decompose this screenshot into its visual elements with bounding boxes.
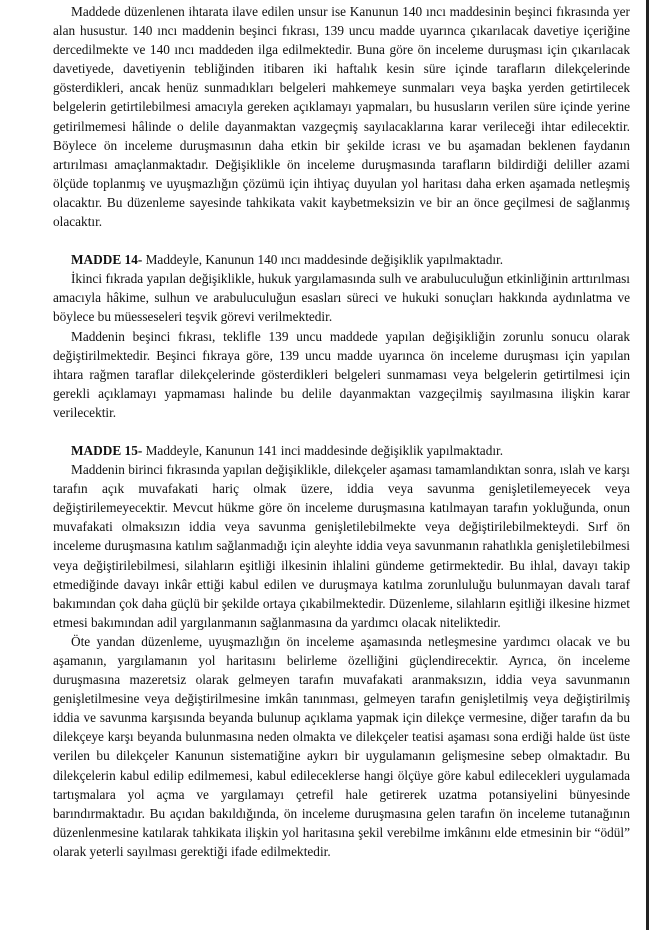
paragraph-article-14-second-clause: İkinci fıkrada yapılan değişiklikle, hukuk yargılamasında sulh ve arabuluculuğun etkinliğinin arttırılması amacıyla hâkime, sulhun ve arabuluculuğun esasları süreci ve hukuki sonuçları hakkında aydınlatma ve böylece bu müesseseleri teşvik görevi verilmektedir. [53,271,630,325]
paragraph-madde13-explanation: Maddede düzenlenen ihtarata ilave edilen unsur ise Kanunun 140 ıncı maddesinin beşinci fıkrasında yer alan husustur. 140 ıncı maddenin beşinci fıkrası, 139 uncu madde uyarınca çıkarılacak davetiye içeriğine dercedilmekte ve 140 ıncı maddeden ilga edilmektedir. Buna göre ön inceleme duruşması için çıkarılacak davetiyede, davetiyenin tebliğinden itibaren iki haftalık kesin süre içinde tarafların dilekçelerinde gösterdikleri, ancak henüz sunmadıkları belgeleri mahkemeye sunmaları veya başka yerden getirtilecek belgelerin getirtilebilmesi amacıyla gereken açıklamayı yapmaları, bu hususların verilen süre içinde yerine getirilmemesi hâlinde o delile dayanmaktan vazgeçmiş sayılacaklarına karar verileceği ihtar edilecektir. Böylece ön inceleme duruşmasının daha etkin bir şekilde icrası ve bu aşamadan beklenen faydanın artırılması amaçlanmaktadır. Değişiklikle ön inceleme duruşmasında tarafların bildirdiği deliller azami ölçüde toplanmış ve uyuşmazlığın çözümü için ihtiyaç duyulan yol haritası daha erken aşamada netleşmiş olacaktır. Bu düzenleme sayesinde tahkikata vakit kaybetmeksizin ve bir an önce geçilmesi de sağlanmış olacaktır. [53,4,630,230]
paragraph-article-15-other-side: Öte yandan düzenleme, uyuşmazlığın ön inceleme aşamasında netleşmesine yardımcı olacak ve bu aşamanın, yargılamanın yol haritasını belirleme özelliğini güçlendirecektir. Ayrıca, ön inceleme duruşmasına mazeretsiz olarak gelmeyen tarafın muvafakati aranmaksızın, iddia veya savunmanın genişletilmesine veya değiştirilmesine imkân tanınması, gelmeyen tarafın genişletilmiş veya değiştirilmiş iddia ve savunma karşısında beyanda bulunup açıklama yapmak için dilekçe vermesine, diğer tarafın da bu dilekçeye karşı beyanda bulunmasına neden olmakta ve dilekçeler teatisi aşaması sona erdiği halde üst üste verilen bu dilekçeler Kanunun sistematiğine aykırı bir uygulamanın gelişmesine sebep olmaktadır. Bu dilekçelerin kabul edilip edilmemesi, kabul edileceklerse hangi ölçüye göre kabul edilecekleri uygulamada tartışmalara yol açma ve yargılamayı çetrefil hale getirerek uzatma potansiyelini bünyesinde barındırmaktadır. Bu açıdan bakıldığında, ön inceleme duruşmasına gelen tarafın ön inceleme tutanağının düzenlenmesine katılarak tahkikata ilişkin yol haritasına şekil verebilme imkânını elde etmesinin bir “ödül” olarak yeterli sayılması gerektiği ifade edilmektedir. [53,633,630,859]
article-14-intro: Maddeyle, Kanunun 140 ıncı maddesinde değişiklik yapılmaktadır. [142,252,504,268]
article-14-title: MADDE 14- [71,252,143,268]
article-15-heading [53,441,630,460]
article-14-heading [53,250,630,269]
article-15-intro: Maddeyle, Kanunun 141 inci maddesinde değişiklik yapılmaktadır. [142,442,504,458]
paragraph-article-15-first-clause: Maddenin birinci fıkrasında yapılan değişiklikle, dilekçeler aşaması tamamlandıktan sonra, ıslah ve karşı tarafın açık muvafakati hariç olmak üzere, iddia veya savunma genişletilemeyecek veya değiştirilemeyecektir. Mevcut hükme göre ön inceleme duruşmasına katılmayan tarafın yokluğunda, onun muvafakati olmaksızın iddia veya savunma genişletilebilmekte veya değiştirilebilmekteydi. Sırf ön inceleme duruşmasına katılım sağlanmadığı için aleyhte iddia veya savunmanın rahatlıkla genişletilebilmesi veya değiştirilebilmesi, silahların eşitliği ilkesinin ihlalini gündeme getirmektedir. Bu ihlal, davayı takip etmediğinde davayı inkâr ettiği kabul edilen ve duruşmaya katılma zorunluluğu bulunmayan davalı taraf bakımından çok daha güçlü bir şekilde ortaya çıkabilmektedir. Düzenleme, silahların eşitliği ilkesine hizmet etmesi bakımından adil yargılanmanın sağlanmasına da yardımcı olacak niteliktedir. [53,462,630,630]
article-15-title: MADDE 15- [71,442,143,458]
paragraph-article-14-fifth-clause: Maddenin beşinci fıkrası, teklifle 139 uncu maddede yapılan değişikliğin zorunlu sonucu olarak değiştirilmektedir. Beşinci fıkraya göre, 139 uncu madde uyarınca ön inceleme duruşması için yapılan ihtara rağmen taraflar dilekçelerinde gösterdikleri belgeleri sunmaması veya belgelerin getirtilmesi için gerekli açıklamayı yapmaması halinde bu delile dayanmaktan vazgeçilmiş sayılmasına ilişkin karar verilecektir. [53,328,630,420]
